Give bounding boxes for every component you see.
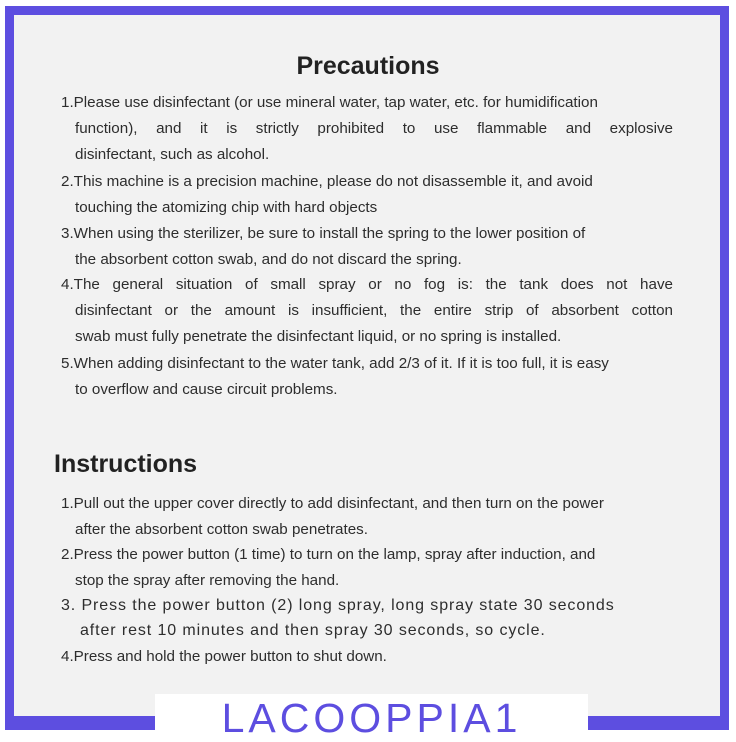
instruction-1-line-2: after the absorbent cotton swab penetrates. — [75, 520, 368, 538]
instruction-4-line-1: 4.Press and hold the power button to shut down. — [61, 648, 387, 665]
watermark-bar-right — [588, 716, 729, 725]
instruction-item-2 — [61, 542, 673, 594]
precaution-4-line-1: 4.The general situation of small spray or no fog is: the tank does not have — [61, 276, 673, 293]
precaution-2-line-1: 2.This machine is a precision machine, please do not disassemble it, and avoid — [61, 173, 593, 190]
instruction-item-3 — [61, 593, 701, 643]
precaution-1-line-1: 1.Please use disinfectant (or use mineral water, tap water, etc. for humidification — [61, 94, 598, 111]
precaution-1-line-2: function), and it is strictly prohibited to use flammable and explosive — [75, 119, 673, 137]
instruction-3-line-1: 3. Press the power button (2) long spray, long spray state 30 seconds — [61, 597, 615, 614]
precaution-3-line-1: 3.When using the sterilizer, be sure to install the spring to the lower position of — [61, 225, 586, 242]
watermark-text: LACOOPPIA1 — [155, 694, 588, 742]
instruction-3-line-2: after rest 10 minutes and then spray 30 seconds, so cycle. — [80, 622, 546, 639]
instruction-1-line-1: 1.Pull out the upper cover directly to add disinfectant, and then turn on the power — [61, 495, 604, 512]
precautions-title: Precautions — [296, 52, 440, 80]
instruction-item-1 — [61, 491, 673, 543]
watermark-bar-left — [5, 716, 155, 725]
precaution-4-line-3: swab must fully penetrate the disinfectant liquid, or no spring is installed. — [75, 327, 562, 345]
instruction-2-line-1: 2.Press the power button (1 time) to turn on the lamp, spray after induction, and — [61, 546, 596, 563]
precaution-5-line-1: 5.When adding disinfectant to the water tank, add 2/3 of it. If it is too full, it is easy — [61, 355, 609, 372]
precaution-item-5 — [61, 351, 673, 403]
precaution-2-line-2: touching the atomizing chip with hard objects — [75, 198, 378, 216]
instructions-title: Instructions — [54, 450, 198, 478]
instruction-2-line-2: stop the spray after removing the hand. — [75, 571, 340, 589]
precaution-item-4 — [61, 272, 673, 349]
precaution-1-line-3: disinfectant, such as alcohol. — [75, 145, 270, 163]
instruction-item-4 — [61, 644, 673, 670]
precaution-5-line-2: to overflow and cause circuit problems. — [75, 380, 338, 398]
precaution-4-line-2: disinfectant or the amount is insufficient, the entire strip of absorbent cotton — [75, 301, 673, 319]
precaution-3-line-2: the absorbent cotton swab, and do not discard the spring. — [75, 250, 462, 268]
precaution-item-3 — [61, 221, 673, 273]
precaution-item-2 — [61, 169, 673, 221]
precaution-item-1 — [61, 90, 673, 167]
